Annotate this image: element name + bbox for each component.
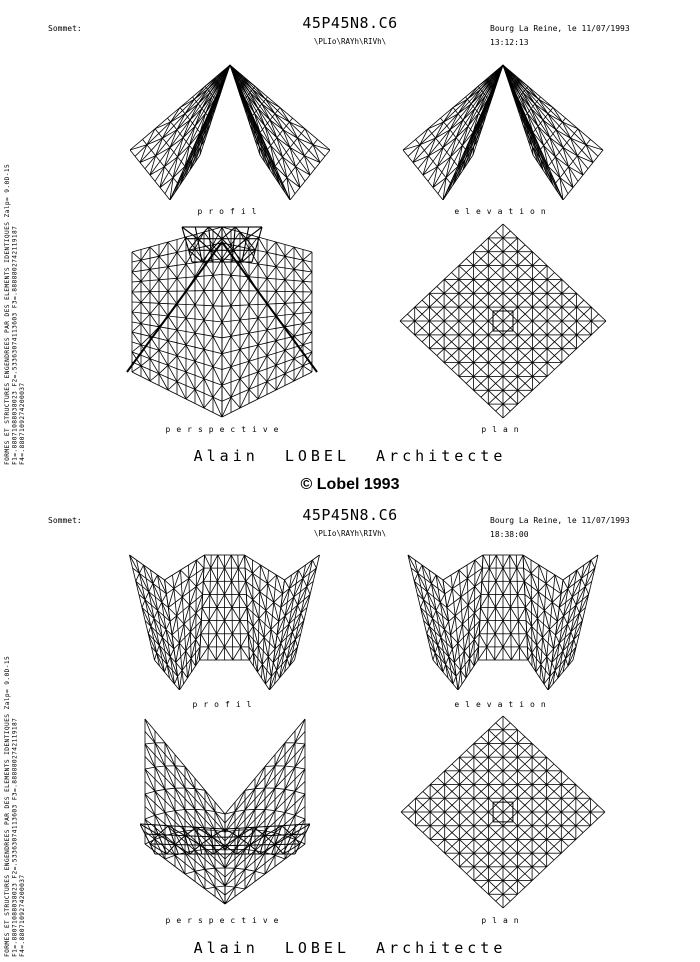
perspective-view (122, 222, 322, 420)
drawing-path: \PLIo\RAYh\RIVh\ (313, 529, 387, 538)
profil-label: profil (197, 207, 263, 216)
perspective-mesh (140, 714, 310, 910)
drawing-sheet-top (0, 0, 700, 470)
profil-view (122, 550, 327, 690)
side-caption (4, 10, 50, 465)
elevation-view (398, 550, 608, 690)
place-date: Bourg La Reine, le 11/07/1993 (490, 516, 630, 525)
side-caption (4, 502, 50, 957)
plan-view (398, 714, 608, 910)
perspective-label: perspective (165, 425, 285, 434)
perspective-view (140, 714, 310, 910)
architect-credit: Alain LOBEL Architecte (193, 447, 507, 465)
side-caption-line: F4=.8807109274200037 (19, 382, 26, 465)
sommet-label: Sommet: (48, 516, 82, 525)
drawing-time: 13:12:13 (490, 38, 529, 47)
profil-mesh (130, 60, 330, 200)
copyright-notice: © Lobel 1993 (300, 476, 400, 493)
side-caption-line: FORMES ET STRUCTURES ENGENDREES PAR DES ELEMENTS IDENTIQUES Zalp= 9.0D-15 (4, 655, 11, 957)
drawing-title: 45P45N8.C6 (302, 506, 398, 524)
plan-mesh (398, 714, 608, 910)
drawing-title: 45P45N8.C6 (302, 14, 398, 32)
elevation-mesh (398, 550, 608, 690)
sommet-label: Sommet: (48, 24, 82, 33)
drawing-sheet-bottom (0, 492, 700, 962)
side-caption-line: F1=.88071088038023 F2=.53363074113603 F3=.8888802742119187 (11, 717, 19, 957)
elevation-label: elevation (454, 700, 552, 709)
side-caption-line: F4=.8807109274200037 (19, 874, 26, 957)
plan-label: plan (481, 425, 525, 434)
profil-label: profil (192, 700, 258, 709)
perspective-label: perspective (165, 916, 285, 925)
profil-view (130, 60, 330, 200)
drawing-path: \PLIo\RAYh\RIVh\ (313, 37, 387, 46)
elevation-label: elevation (454, 207, 552, 216)
side-caption-line: F1=.88071088038023 F2=.53363074113603 F3=.8888802742119187 (11, 225, 19, 465)
architect-credit: Alain LOBEL Architecte (193, 939, 507, 957)
elevation-mesh (398, 60, 608, 200)
side-caption-line: FORMES ET STRUCTURES ENGENDREES PAR DES ELEMENTS IDENTIQUES Zalp= 9.0D-15 (4, 163, 11, 465)
drawing-time: 18:38:00 (490, 530, 529, 539)
elevation-view (398, 60, 608, 200)
plan-view (398, 222, 608, 420)
place-date: Bourg La Reine, le 11/07/1993 (490, 24, 630, 33)
plan-mesh (398, 222, 608, 420)
perspective-mesh (122, 222, 322, 420)
plan-label: plan (481, 916, 525, 925)
profil-mesh (122, 550, 327, 690)
